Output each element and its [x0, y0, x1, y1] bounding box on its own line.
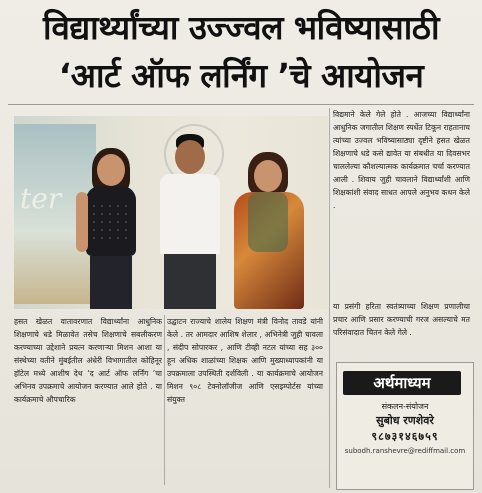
person-middle	[154, 134, 224, 309]
article-column-4: या प्रसंगी हरिता स्वतंत्र्याच्या शिक्षण प्रणालीचा प्रचार आणि प्रसार करण्याची गरज असल्याचे मत परिसंवादात चितन केले गेले .	[333, 302, 470, 337]
byline-phone: ९८७३१४६७५९	[371, 430, 439, 443]
column-logo: अर्थमाध्यम	[343, 371, 461, 395]
column-divider	[164, 315, 165, 485]
byline-name: सुबोध रणशेवरे	[376, 414, 434, 427]
byline-subtitle: संकलन-संयोजन	[381, 402, 429, 411]
person-right	[228, 152, 308, 309]
article-column-3: विद्यमाने केले गेले होते . आजच्या विद्यार्थ्यांना आधुनिक जगातील शिक्षण स्पर्धेत टिकून राहतानाच त्यांच्या उज्वल भविष्यासाठ्या दृष्टीने हसत खेळत शिक्षणाचे धडे कसे द्यावेत या संबधीत या दिवसभर चाललेल्या कौशल्यात्मक कार्यक्रमात चर्चा करण्यात आली . शिवाय जुही चावलाने विद्यार्थ्यांशी आणि शिक्षकांशी संवाद साधत आपले अनुभव कथन केले .	[333, 110, 470, 210]
headline-divider	[8, 104, 474, 105]
article-column-1: हसत खेळत वातावरणात विद्यार्थ्यांना आधुनिक शिक्षणाचे धडे मिळावेत तसेच शिक्षणाचे सबलीकरण करण्याच्या उद्देशाने प्रयत्न करणाऱ्या मिशन आशा या संस्थेच्या वतीने मुंबईतील अंधेरी विभागातील कोहिनूर हॉटेल मध्ये आशीष देथ ‘द आर्ट ऑफ लर्निंग ’चा अभिनव उपक्रमाचे आयोजन करण्यात आले होते . या कार्यक्रमाचे औपचारिक	[14, 317, 162, 404]
byline-email: subodh.ranshevre@rediffmail.com	[344, 447, 466, 455]
headline-line-1: विद्यार्थ्यांच्या उज्ज्वल भविष्यासाठी	[42, 8, 440, 47]
event-photo	[14, 116, 328, 309]
byline-box	[336, 362, 474, 490]
column-divider	[329, 108, 330, 488]
headline-line-2: ‘आर्ट ऑफ लर्निंग ’चे आयोजन	[58, 56, 424, 95]
article-column-2: उद्घाटन राज्याचे शालेय शिक्षण मंत्री विनोद तावडे यांनी केले . तर आमदार आशिष शेलार , अभिनेत्री जुही चावला , संदीप सोपारकर , आणि टीव्ही नटल यांच्या सह ३०० हून अधिक शाळांच्या शिक्षक आणि मुख्याध्यापकांनी या उपक्रमाला उपस्थिती दर्शविली . या कार्यक्रमाचे आयोजन मिशन ९०८ टेक्नोलॉजीज आणि एसइम्पोर्टस यांच्या संयुक्त	[167, 317, 323, 404]
banner-text: ter	[20, 182, 62, 215]
person-left	[70, 146, 152, 309]
